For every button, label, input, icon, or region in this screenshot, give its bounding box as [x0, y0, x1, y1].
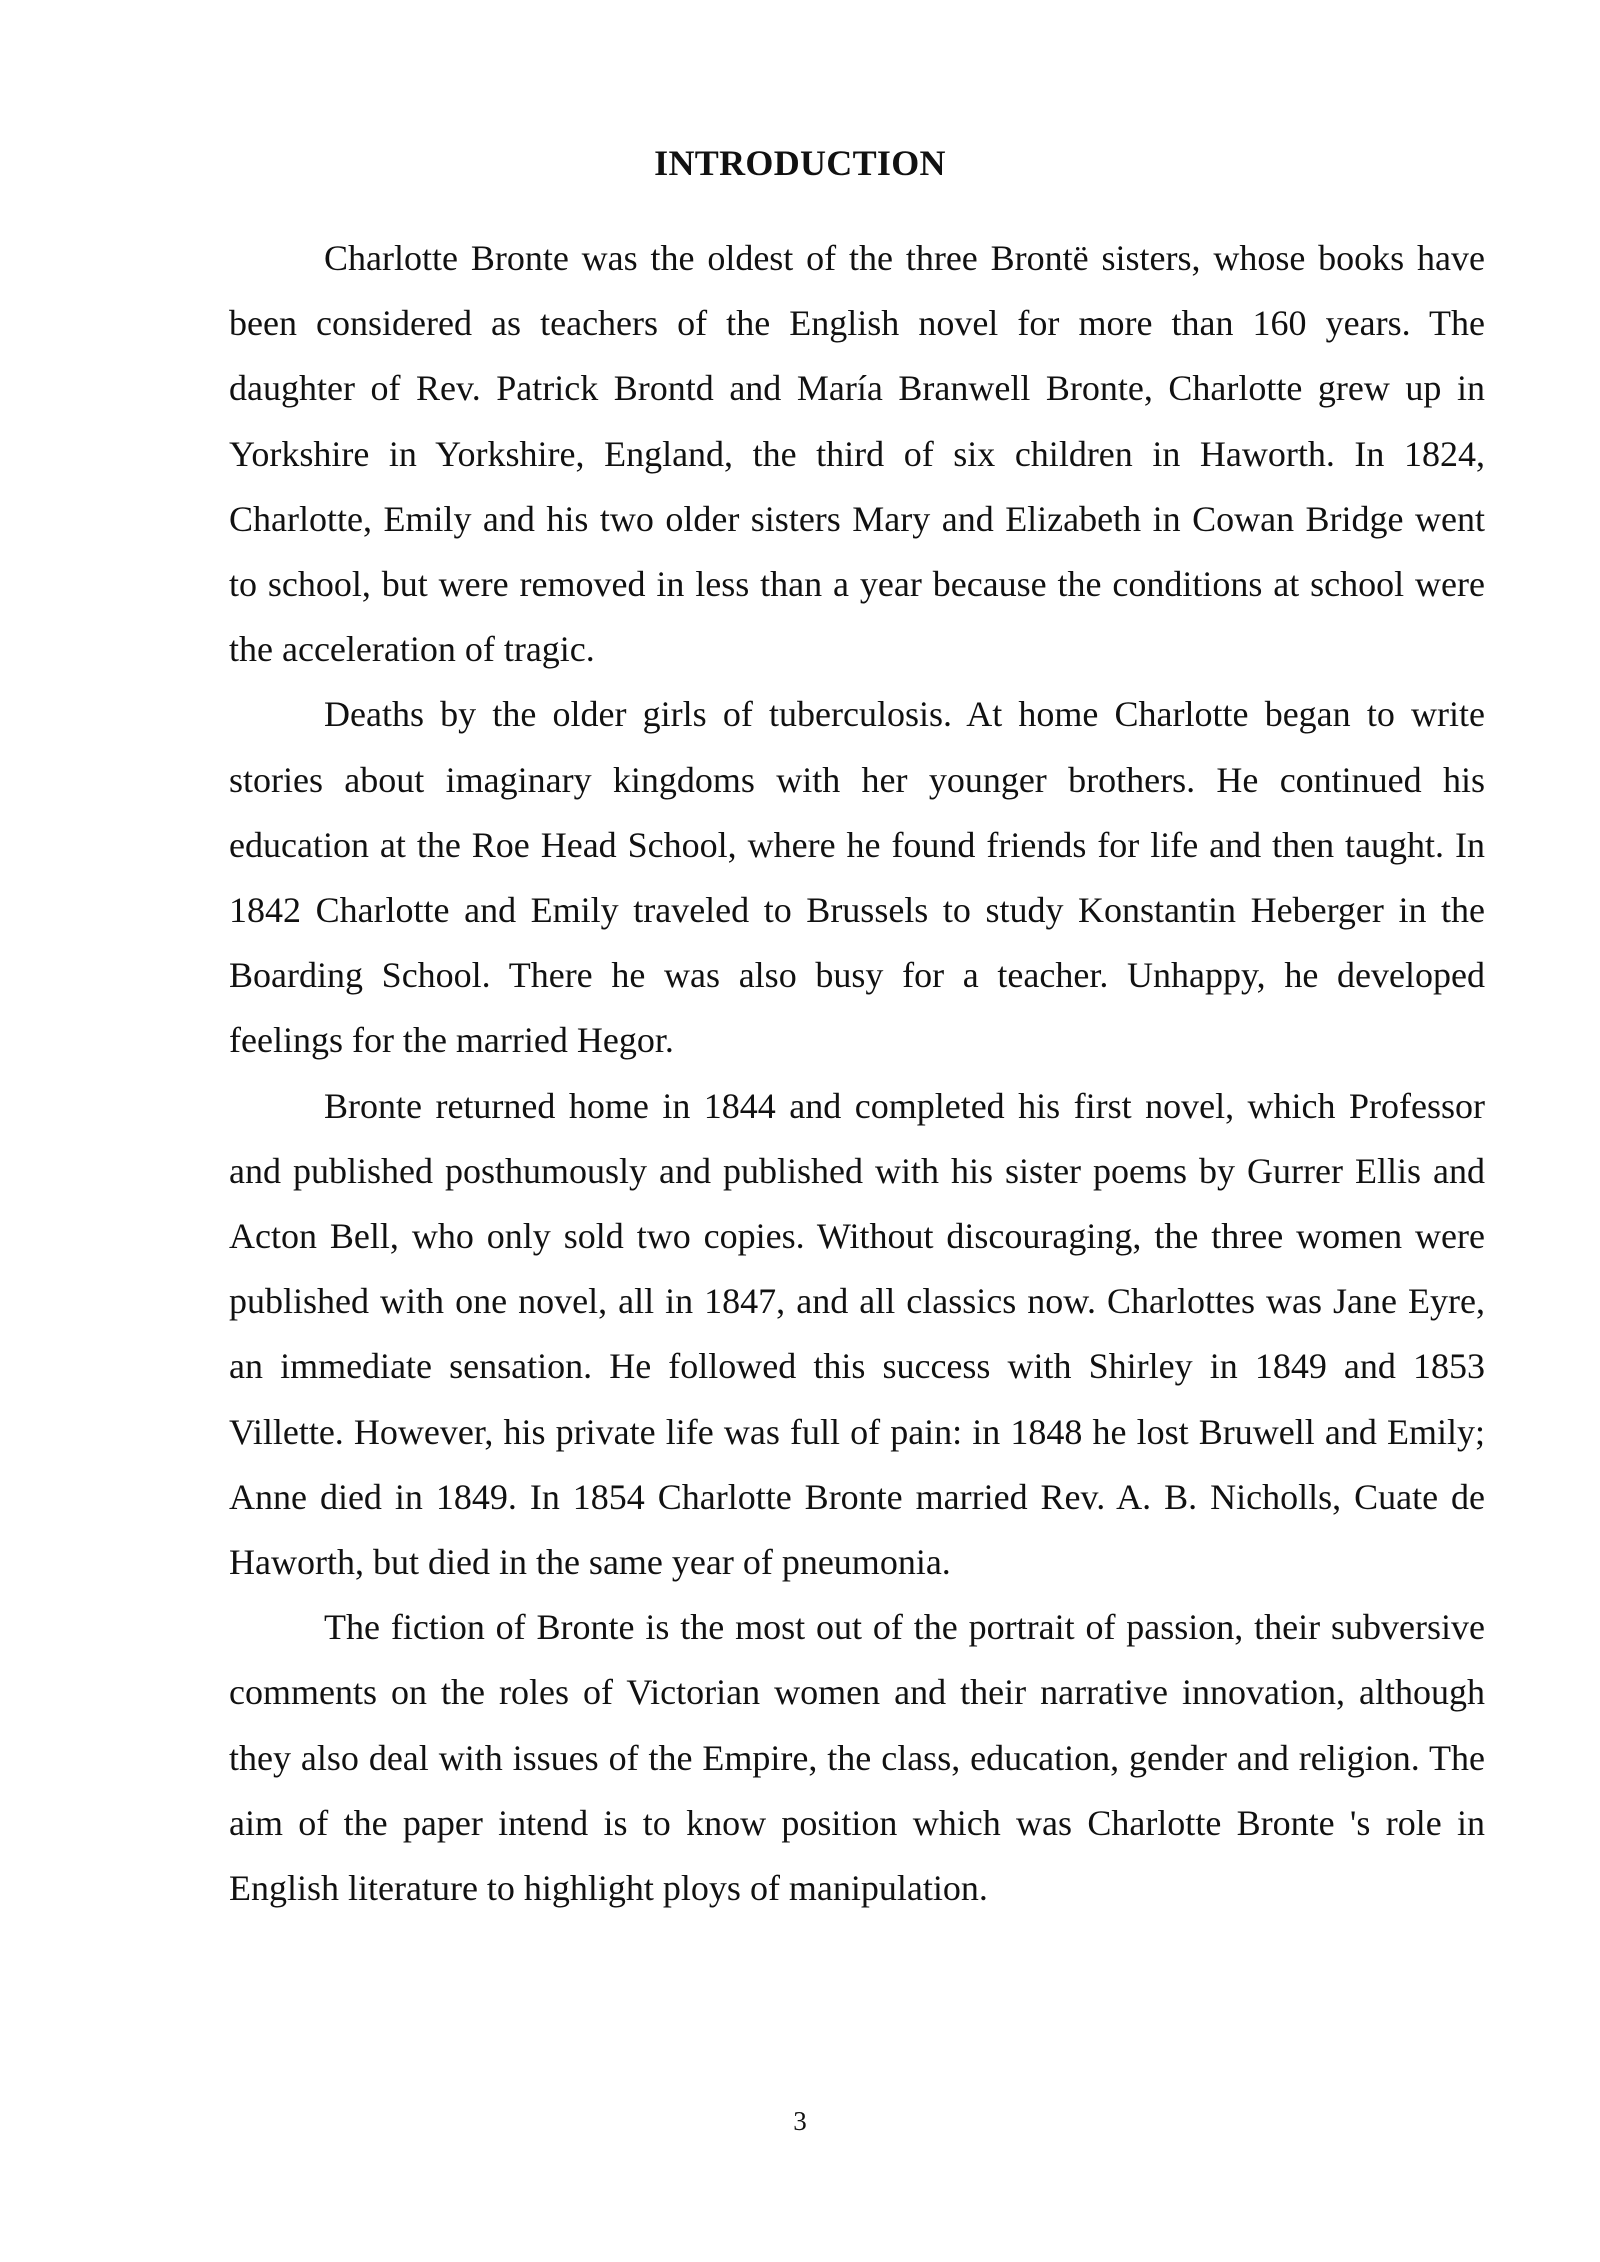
body-text: [229, 226, 1485, 1921]
page-number: 3: [793, 2106, 807, 2136]
paragraph-2: Deaths by the older girls of tuberculosis. At home Charlotte began to write stories about imaginary kingdoms with her younger brothers. He continued his education at the Roe Head School, where he found friends for life and then taught. In 1842 Charlotte and Emily traveled to Brussels to study Konstantin Heberger in the Boarding School. There he was also busy for a teacher. Unhappy, he developed feelings for the married Hegor.: [229, 694, 1485, 1061]
paragraph-3: Bronte returned home in 1844 and completed his first novel, which Professor and published posthumously and published with his sister poems by Gurrer Ellis and Acton Bell, who only sold two copies. Without discouraging, the three women were published with one novel, all in 1847, and all classics now. Charlottes was Jane Eyre, an immediate sensation. He followed this success with Shirley in 1849 and 1853 Villette. However, his private life was full of pain: in 1848 he lost Bruwell and Emily; Anne died in 1849. In 1854 Charlotte Bronte married Rev. A. B. Nicholls, Cuate de Haworth, but died in the same year of pneumonia.: [229, 1085, 1485, 1583]
paragraph-1: Charlotte Bronte was the oldest of the three Brontë sisters, whose books have been considered as teachers of the English novel for more than 160 years. The daughter of Rev. Patrick Brontd and María Branwell Bronte, Charlotte grew up in Yorkshire in Yorkshire, England, the third of six children in Haworth. In 1824, Charlotte, Emily and his two older sisters Mary and Elizabeth in Cowan Bridge went to school, but were removed in less than a year because the conditions at school were the acceleration of tragic.: [229, 238, 1485, 670]
section-title: INTRODUCTION: [654, 143, 946, 183]
paragraph-4: The fiction of Bronte is the most out of the portrait of passion, their subversive comments on the roles of Victorian women and their narrative innovation, although they also deal with issues of the Empire, the class, education, gender and religion. The aim of the paper intend is to know position which was Charlotte Bronte 's role in English literature to highlight ploys of manipulation.: [229, 1607, 1485, 1909]
